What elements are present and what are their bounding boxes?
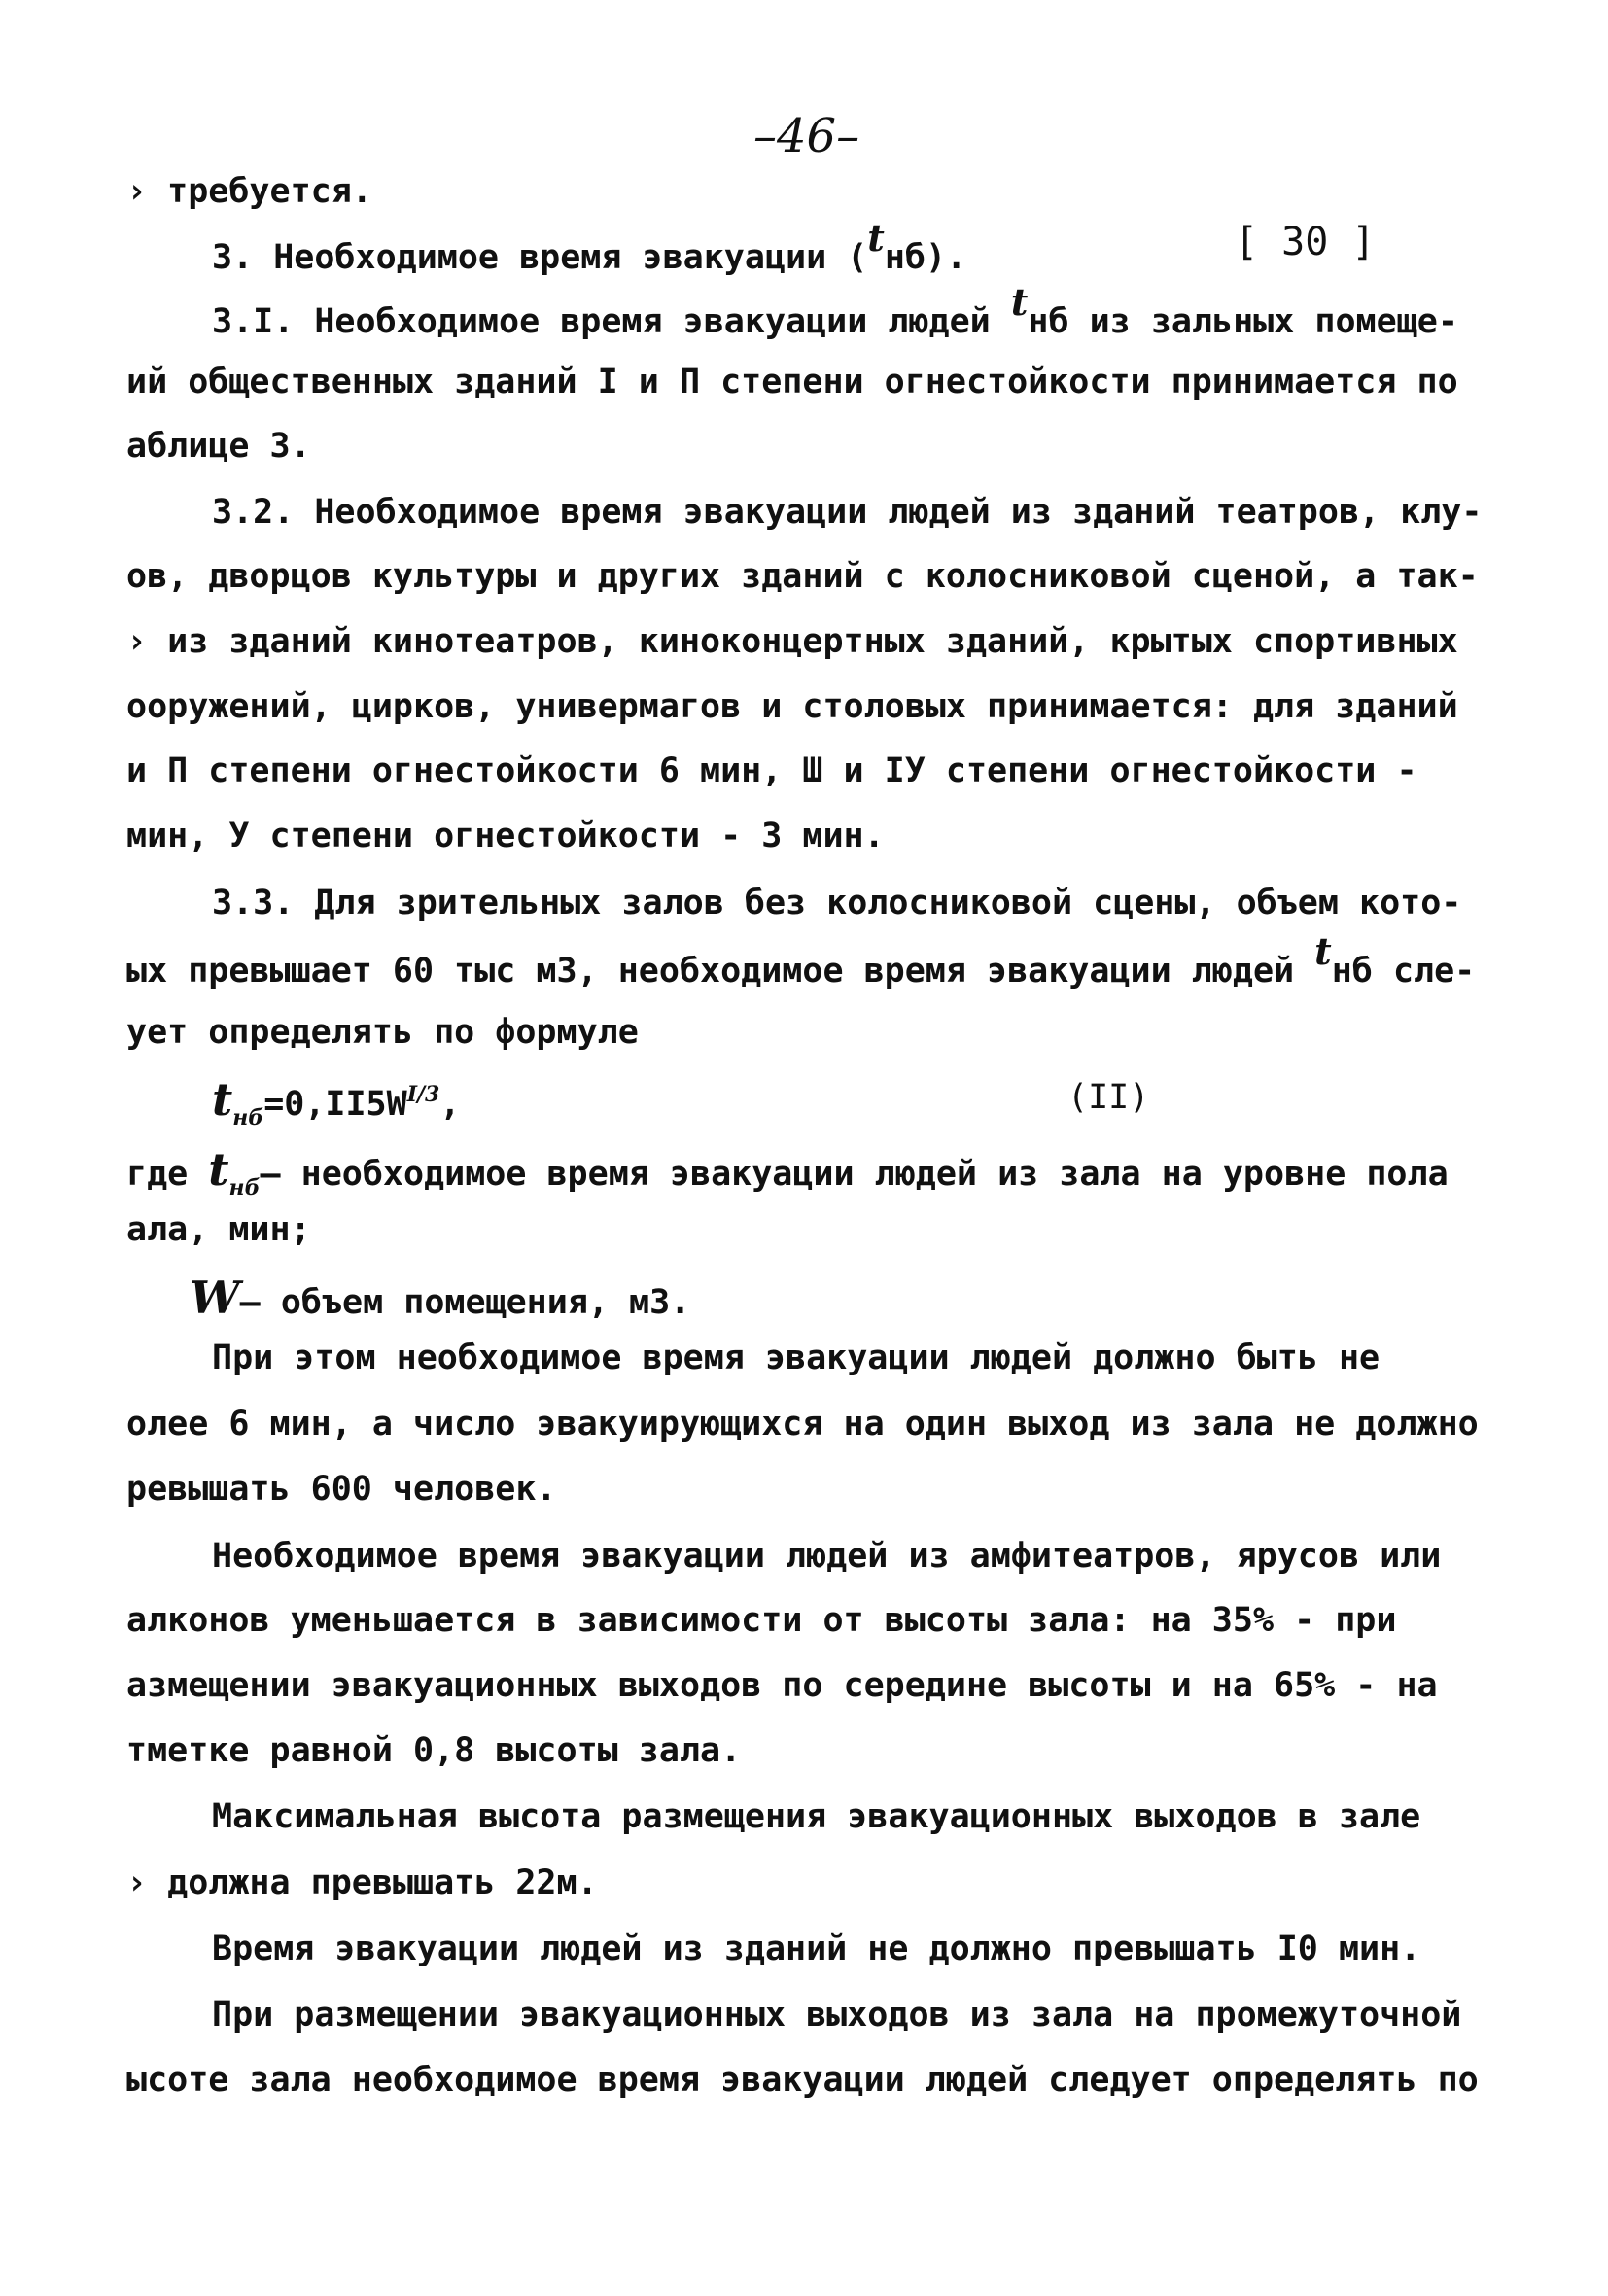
definition-line [126,1143,1449,1200]
text-line: При размещении эвакуационных выходов из зала на промежуточной [212,1996,1462,2035]
exponent: I/3 [406,1082,440,1107]
text-line: аблице 3. [126,427,311,466]
t-symbol: t [1010,280,1029,324]
definition-line [190,1271,691,1324]
text-line: и П степени огнестойкости 6 мин, Ш и IУ степени огнестойкости - [126,751,1417,790]
t-symbol: t [1314,929,1332,973]
formula-comma: , [439,1085,461,1124]
text-line: сле- [1372,952,1476,991]
t-symbol: t [212,1073,233,1126]
subscript: нб [1331,952,1373,991]
text-line: 3.3. Для зрительных залов без колосниковой сцены, объем кото- [212,884,1462,922]
text-line: – необходимое время эвакуации людей из зала на уровне пола [260,1155,1449,1194]
text-line: › должна превышать 22м. [126,1863,598,1902]
formula [212,1073,461,1131]
subscript: нб [884,238,926,277]
text-line: Необходимое время эвакуации людей из амфитеатров, ярусов или [212,1537,1442,1576]
text-line: – объем помещения, м3. [239,1283,691,1322]
text-line: ревышать 600 человек. [126,1470,557,1509]
text-line: Максимальная высота размещения эвакуационных выходов в зале [212,1797,1421,1836]
subscript: нб [228,1175,261,1200]
text-line: 3.I. Необходимое время эвакуации людей [212,302,1011,341]
text-line: ует определять по формуле [126,1013,639,1052]
subscript: нб [232,1105,264,1131]
text-line: ). [926,238,967,277]
section-heading [212,216,967,277]
text-line: ий общественных зданий I и П степени огнестойкости принимается по [126,363,1458,401]
formula-body: =0,II5W [263,1085,407,1124]
text-line: Время эвакуации людей из зданий не должно превышать I0 мин. [212,1930,1421,1968]
text-line: азмещении эвакуационных выходов по середине высоты и на 65% - на [126,1666,1438,1705]
text-line: ала, мин; [126,1210,311,1249]
text-line: из зальных помеще- [1068,302,1458,341]
page-number: –46– [753,109,860,163]
t-symbol: t [867,216,885,260]
text-line: 3. Необходимое время эвакуации ( [212,238,868,277]
text-line: › из зданий кинотеатров, киноконцертных зданий, крытых спортивных [126,622,1458,661]
reference-marker: [ 30 ] [1235,220,1376,264]
text-line: ых превышает 60 тыс м3, необходимое время эвакуации людей [126,952,1315,991]
subscript: нб [1028,302,1069,341]
text-line: где [126,1155,209,1194]
text-line: олее 6 мин, а число эвакуирующихся на один выход из зала не должно [126,1405,1479,1444]
w-symbol: W [190,1271,240,1324]
text-line: мин, У степени огнестойкости - 3 мин. [126,817,885,855]
text-line: алконов уменьшается в зависимости от высоты зала: на 35% - при [126,1601,1397,1640]
text-line: ысоте зала необходимое время эвакуации людей следует определять по [126,2061,1479,2100]
paragraph-3-1 [212,280,1458,341]
text-line: ов, дворцов культуры и других зданий с колосниковой сценой, а так- [126,557,1479,596]
text-line: ооружений, цирков, универмагов и столовых принимается: для зданий [126,687,1458,726]
formula-number: (II) [1067,1078,1150,1117]
text-line: 3.2. Необходимое время эвакуации людей из зданий театров, клу- [212,493,1483,532]
text-line: › требуется. [126,172,372,211]
paragraph-3-3-line [126,929,1476,991]
text-line: тметке равной 0,8 высоты зала. [126,1731,742,1770]
text-line: При этом необходимое время эвакуации людей должно быть не [212,1339,1381,1377]
t-symbol: t [208,1143,229,1196]
